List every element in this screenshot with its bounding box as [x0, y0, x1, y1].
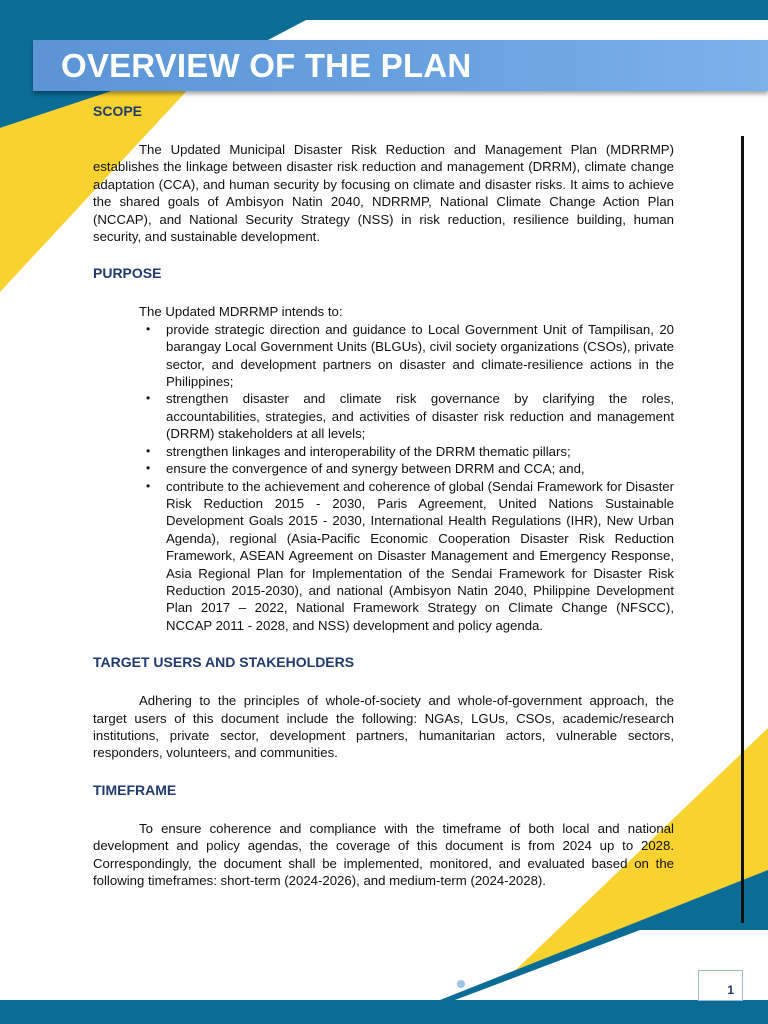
timeframe-heading: TIMEFRAME	[93, 781, 177, 798]
title-banner	[33, 40, 768, 91]
scope-paragraph: The Updated Municipal Disaster Risk Reduction and Management Plan (MDRRMP) establishes the linkage between disaster risk reduction and management (DRRM), climate change adaptation (CCA), and human security by focusing on climate and disaster risks. It aims to achieve the shared goals of Ambisyon Natin 2040, NDRRMP, National Climate Change Action Plan (NCCAP), and National Security Strategy (NSS) in risk reduction, resilience building, human security, and sustainable development.	[93, 142, 674, 245]
bottom-teal-band	[0, 1000, 768, 1024]
timeframe-paragraph: To ensure coherence and compliance with the timeframe of both local and national development and policy agendas, the coverage of this document is from 2024 up to 2028. Correspondingly, the document shall be implemented, monitored, and evaluated based on the following timeframes: short-term (2024-2026), and medium-term (2024-2028).	[93, 820, 674, 888]
scope-heading: SCOPE	[93, 103, 143, 119]
target-users-paragraph: Adhering to the principles of whole-of-society and whole-of-government approach, the target users of this document include the following: NGAs, LGUs, CSOs, academic/research institutions, private sector, development partners, humanitarian actors, vulnerable sectors, responders, volunteers, and communities.	[93, 693, 674, 761]
purpose-list	[93, 321, 674, 634]
target-users-heading: TARGET USERS AND STAKEHOLDERS	[93, 654, 355, 671]
purpose-list-item: • strengthen linkages and interoperability of the DRRM thematic pillars;	[93, 443, 674, 460]
purpose-list-item: • contribute to the achievement and coherence of global (Sendai Framework for Disaster Risk Reduction 2015 - 2030, Paris Agreement, United Nations Sustainable Development Goals 2015 - 2030, International Health Regulations (IHR), New Urban Agenda), regional (Asia-Pacific Economic Cooperation Disaster Risk Reduction Framework, ASEAN Agreement on Disaster Management and Emergency Response, Asia Regional Plan for Implementation of the Sendai Framework for Disaster Risk Reduction 2015-2030), and national (Ambisyon Natin 2040, Philippine Development Plan 2017 – 2022, National Framework Strategy on Climate Change (NFSCC), NCCAP 2011 - 2028, and NSS) development and policy agenda.	[93, 478, 674, 635]
purpose-intro: The Updated MDRRMP intends to:	[139, 304, 343, 320]
purpose-list-item: • ensure the convergence of and synergy between DRRM and CCA; and,	[93, 460, 674, 477]
decorative-dot	[457, 980, 465, 988]
top-white-notch	[268, 20, 768, 40]
document-body	[93, 101, 674, 889]
vertical-rule	[741, 136, 744, 923]
purpose-list-item: • strengthen disaster and climate risk governance by clarifying the roles, accountabilities, strategies, and activities of disaster risk reduction and management (DRRM) stakeholders at all levels;	[93, 390, 674, 442]
purpose-heading: PURPOSE	[93, 265, 162, 282]
page-number: 1	[698, 970, 743, 1001]
page-title: OVERVIEW OF THE PLAN	[61, 47, 472, 84]
purpose-list-item: • provide strategic direction and guidance to Local Government Unit of Tampilisan, 20 barangay Local Government Units (BLGUs), civil society organizations (CSOs), private sector, and development partners on disaster and climate-resilience actions in the Philippines;	[93, 321, 674, 391]
